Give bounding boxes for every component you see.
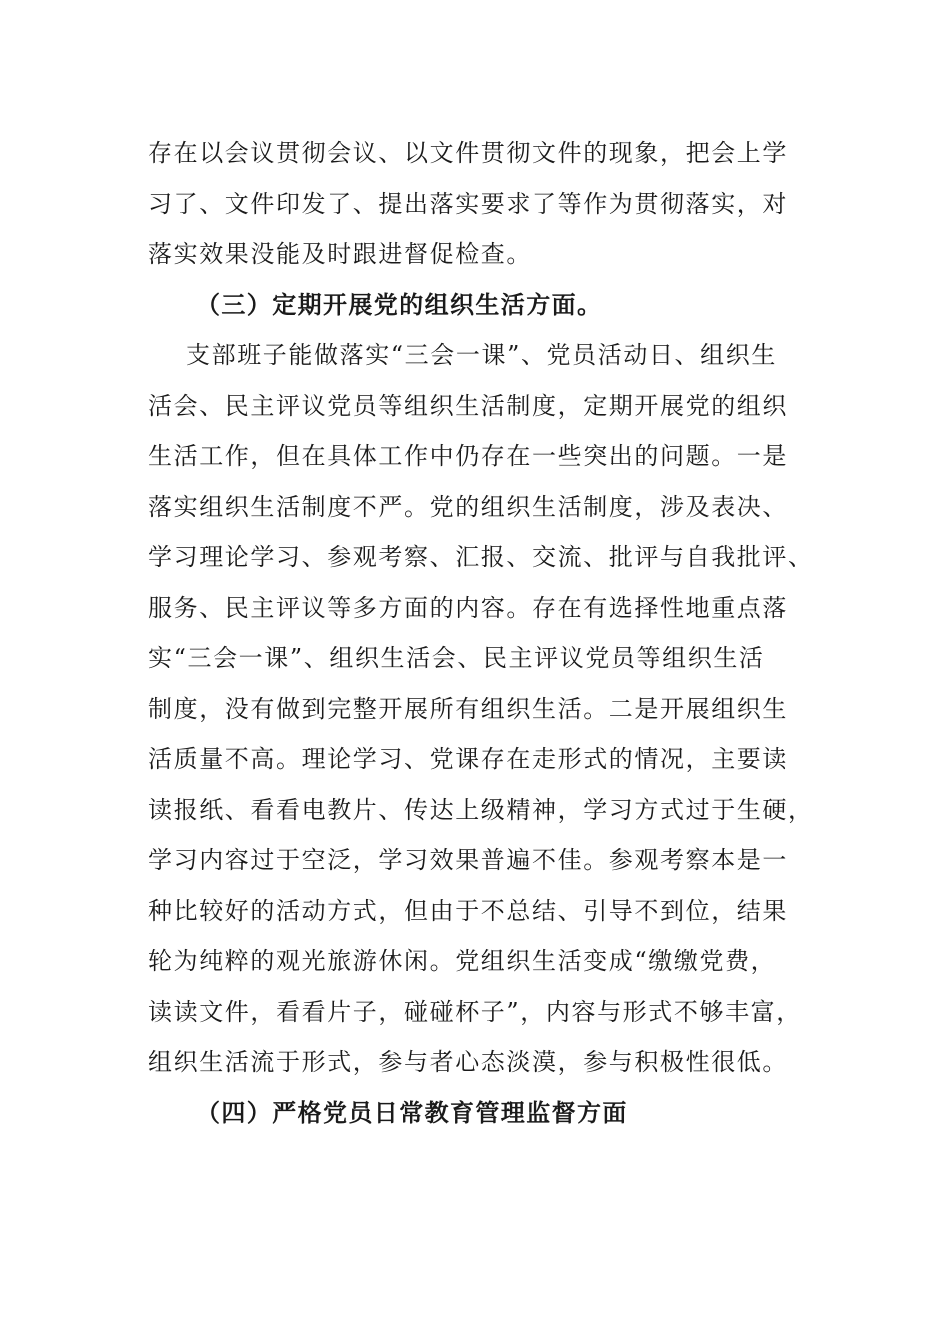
paragraph-line: 轮为纯粹的观光旅游休闲。党组织生活变成“缴缴党费， <box>148 947 777 975</box>
paragraph-line: 落实效果没能及时跟进督促检查。 <box>148 240 532 268</box>
paragraph-line: 实“三会一课”、组织生活会、民主评议党员等组织生活 <box>148 644 765 672</box>
paragraph-line: 活质量不高。理论学习、党课存在走形式的情况，主要读 <box>148 745 788 773</box>
paragraph-line: 活会、民主评议党员等组织生活制度，定期开展党的组织 <box>148 391 788 420</box>
paragraph-line: 组织生活流于形式，参与者心态淡漠，参与积极性很低。 <box>148 1048 788 1076</box>
paragraph-line: 制度，没有做到完整开展所有组织生活。二是开展组织生 <box>148 694 788 723</box>
paragraph-line: 学习理论学习、参观考察、汇报、交流、批评与自我批评、 <box>148 543 814 571</box>
section-heading-3: （三）定期开展党的组织生活方面。 <box>196 289 603 319</box>
section-heading-4: （四）严格党员日常教育管理监督方面 <box>196 1097 628 1127</box>
document-body <box>148 128 814 1138</box>
paragraph-line: 生活工作，但在具体工作中仍存在一些突出的问题。一是 <box>148 442 788 470</box>
intro-paragraph <box>148 128 800 280</box>
paragraph-line: 读读文件，看看片子，碰碰杯子”，内容与形式不够丰富， <box>148 997 802 1026</box>
paragraph-line: 支部班子能做落实“三会一课”、党员活动日、组织生 <box>186 341 777 369</box>
paragraph-line: 读报纸、看看电教片、传达上级精神，学习方式过于生硬， <box>148 795 814 824</box>
paragraph-line: 学习内容过于空泛，学习效果普遍不佳。参观考察本是一 <box>148 846 788 874</box>
paragraph-line: 种比较好的活动方式，但由于不总结、引导不到位，结果 <box>148 896 788 925</box>
paragraph-line: 习了、文件印发了、提出落实要求了等作为贯彻落实，对 <box>148 189 788 218</box>
paragraph-line: 存在以会议贯彻会议、以文件贯彻文件的现象，把会上学 <box>148 139 788 167</box>
section-3-paragraph <box>148 330 814 1088</box>
paragraph-line: 服务、民主评议等多方面的内容。存在有选择性地重点落 <box>148 593 788 622</box>
paragraph-line: 落实组织生活制度不严。党的组织生活制度，涉及表决、 <box>148 492 788 521</box>
